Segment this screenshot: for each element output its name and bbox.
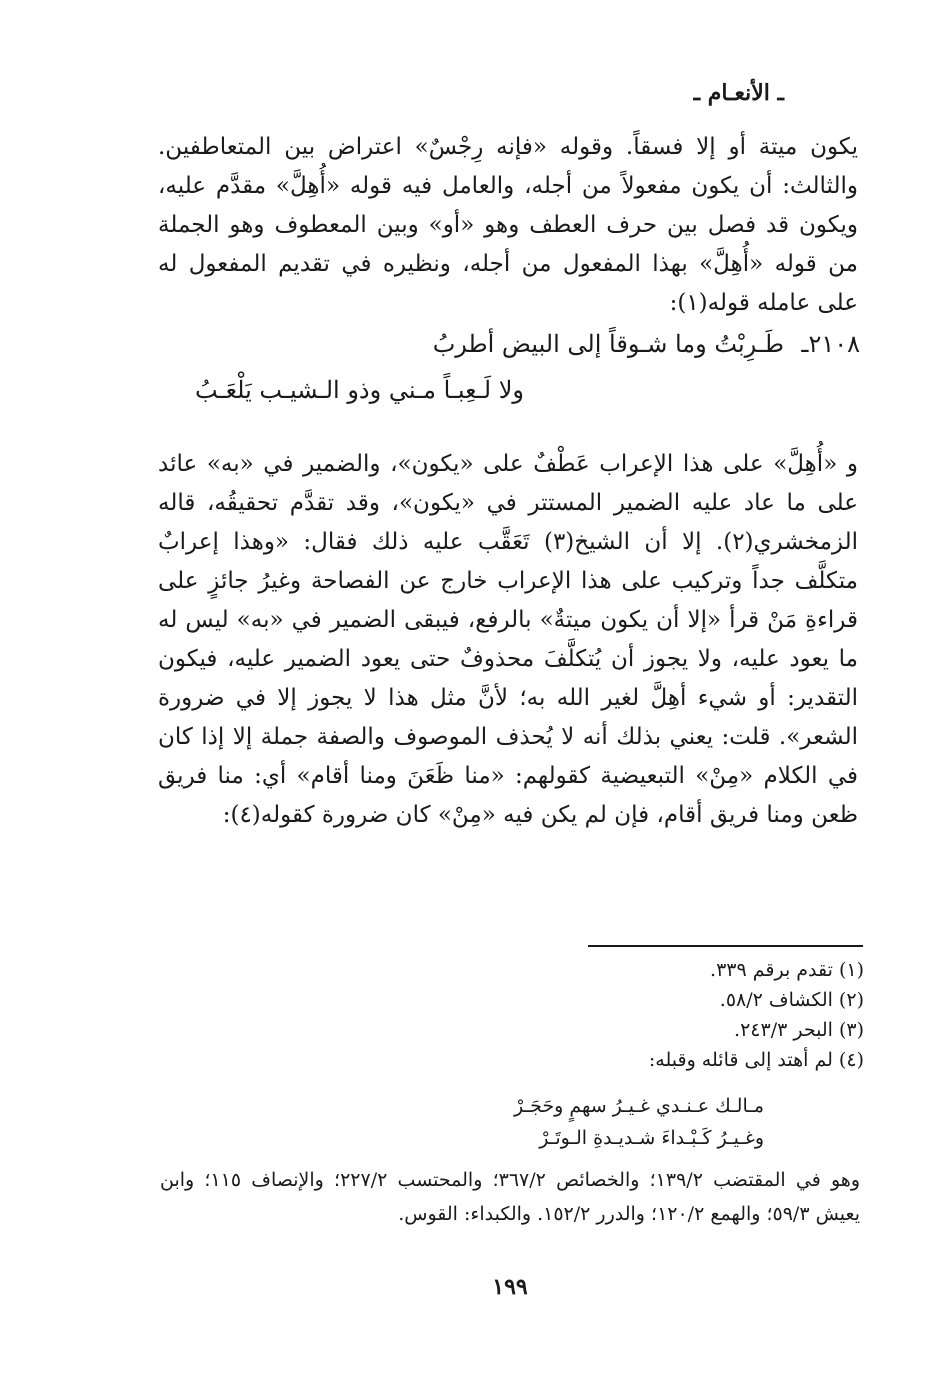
verse-line-2: ولا لَـعِبـاً مـني وذو الـشيـب يَلْعَـبُ bbox=[195, 376, 524, 404]
footnote-verse-1: مـالـك عـنـدي غـيـرُ سهمٍ وحَجَـرْ bbox=[514, 1095, 764, 1117]
page-number: ١٩٩ bbox=[492, 1274, 528, 1300]
footnote-verse-2: وغـيـرُ كَـبْـداءَ شـديـدةِ الـوتَـرْ bbox=[539, 1127, 764, 1149]
verse-line-1: طَـرِبْتُ وما شـوقاً إلى البيض أطربُ bbox=[432, 330, 784, 358]
footnote-4: (٤) لم أهتد إلى قائله وقبله: bbox=[648, 1049, 864, 1071]
paragraph-2 bbox=[158, 445, 858, 835]
paragraph-1-text: يكون ميتة أو إلا فسقاً. وقوله «فإنه رِجْسٌ» اعتراض بين المتعاطفين. والثالث: أن يكون مفعولاً من أجله، والعامل فيه قوله «أُهِلَّ» مقدَّم عليه، ويكون قد فصل بين حرف العطف وهو «أو» وبين المعطوف وهو الجملة من قوله «أُهِلَّ» بهذا المفعول من أجله، ونظيره في تقديم المفعول له على عامله قوله(١): bbox=[158, 134, 858, 316]
paragraph-1 bbox=[158, 128, 858, 323]
footnote-1: (١) تقدم برقم ٣٣٩. bbox=[710, 959, 864, 981]
footnote-references-text: وهو في المقتضب ١٣٩/٢؛ والخصائص ٣٦٧/٢؛ والمحتسب ٢٢٧/٢؛ والإنصاف ١١٥؛ وابن يعيش ٥٩/٣؛ والهمع ١٢٠/٢؛ والدرر ١٥٢/٢. والكبداء: القوس. bbox=[160, 1169, 860, 1225]
footnote-references bbox=[160, 1163, 860, 1231]
footnotes bbox=[164, 955, 864, 1075]
verse-number: ٢١٠٨ـ bbox=[801, 330, 860, 358]
paragraph-2-text: و «أُهِلَّ» على هذا الإعراب عَطْفٌ على «يكون»، والضمير في «به» عائد على ما عاد عليه الضمير المستتر في «يكون»، وقد تقدَّم تحقيقُه، قاله الزمخشري(٢). إلا أن الشيخ(٣) تَعَقَّب عليه ذلك فقال: «وهذا إعرابٌ متكلَّف جداً وتركيب على هذا الإعراب خارج عن الفصاحة وغيرُ جائزٍ على قراءةِ مَنْ قرأ «إلا أن يكون ميتةٌ» بالرفع، فيبقى الضمير في «به» ليس له ما يعود عليه، ولا يجوز أن يُتكلَّفَ محذوفٌ حتى يعود الضمير عليه، فيكون التقدير: أو شيء أهِلَّ لغير الله به؛ لأنَّ مثل هذا لا يجوز إلا في ضرورة الشعر». قلت: يعني بذلك أنه لا يُحذف الموصوف والصفة جملة إلا إذا كان في الكلام «مِنْ» التبعيضية كقولهم: «منا ظَعَنَ ومنا أقام» أي: منا فريق ظعن ومنا فريق أقام، فإن لم يكن فيه «مِنْ» كان ضرورة كقوله(٤): bbox=[158, 451, 858, 828]
footnote-divider bbox=[588, 945, 863, 947]
running-header: ـ الأنعـام ـ bbox=[693, 80, 784, 106]
footnote-2: (٢) الكشاف ٥٨/٢. bbox=[719, 989, 864, 1011]
footnote-3: (٣) البحر ٢٤٣/٣. bbox=[734, 1019, 864, 1041]
